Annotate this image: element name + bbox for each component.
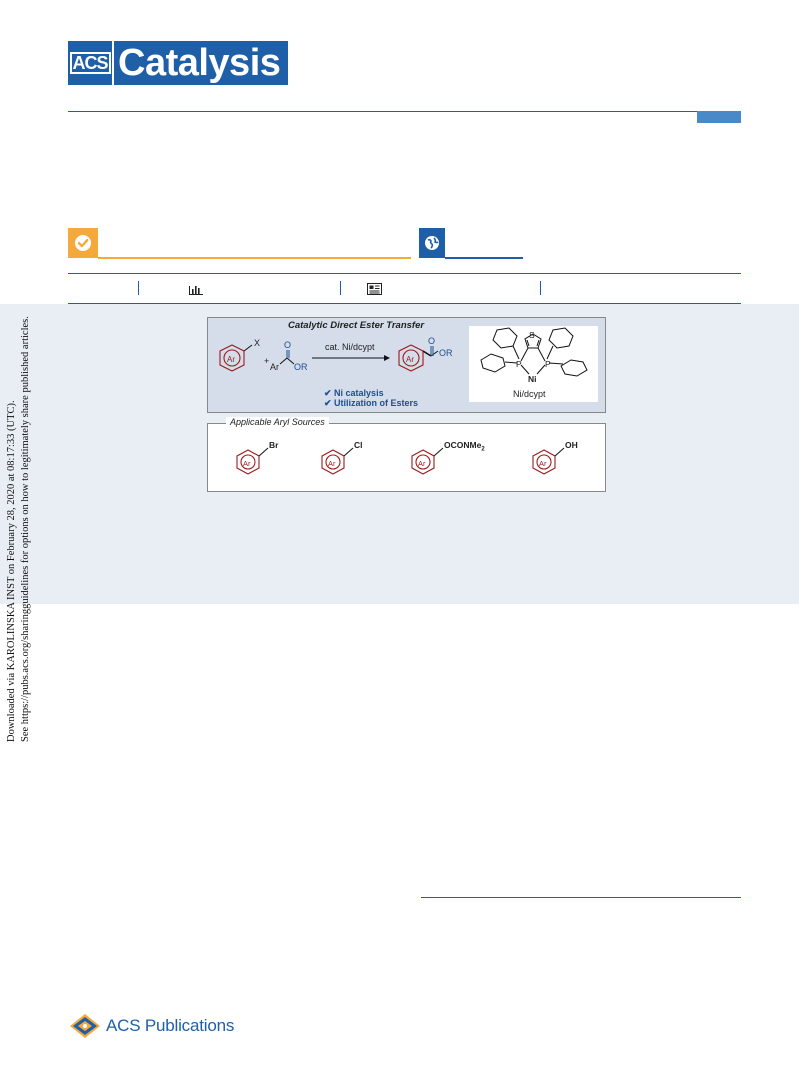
source-oh: OH — [565, 440, 578, 450]
metrics-rule-top — [68, 273, 741, 274]
global-access-badge[interactable] — [419, 228, 445, 258]
aryl-sources-panel — [207, 423, 606, 492]
acs-emblem-icon — [68, 1012, 102, 1040]
bar-chart-icon[interactable] — [189, 283, 203, 295]
acs-mark — [68, 41, 112, 85]
plus-sign: + — [264, 356, 270, 366]
footnote-rule — [421, 897, 741, 898]
ester-ar: Ar — [270, 362, 279, 372]
article-type-tab — [697, 111, 741, 123]
ligand-panel — [469, 326, 598, 402]
metrics-divider — [340, 281, 341, 295]
reaction-panel — [207, 317, 606, 413]
subscript-2: 2 — [481, 446, 485, 453]
open-access-badge[interactable] — [68, 228, 98, 258]
chloride-ar: Ar — [328, 459, 336, 468]
ligand-s-label: S — [529, 330, 535, 340]
header-rule — [68, 111, 741, 112]
aryl-halide-ar: Ar — [227, 355, 235, 364]
ligand-p-left: P — [516, 359, 522, 369]
aryl-sources-rings — [208, 424, 605, 491]
journal-logo[interactable] — [68, 40, 288, 86]
carbamate-ar: Ar — [418, 459, 426, 468]
source-cl: Cl — [354, 440, 363, 450]
source-br: Br — [269, 440, 279, 450]
download-note — [2, 316, 38, 742]
ester-o: O — [284, 340, 292, 350]
reagent-label: cat. Ni/dcypt — [325, 342, 375, 352]
bromide-ar: Ar — [243, 459, 251, 468]
global-access-rule — [445, 257, 523, 259]
download-note-line2: See https://pubs.acs.org/sharingguidelines for options on how to legitimately share published articles. — [20, 316, 31, 742]
reaction-title: Catalytic Direct Ester Transfer — [288, 320, 425, 331]
ligand-ni: Ni — [528, 374, 537, 384]
ligand-p-right: P — [545, 359, 551, 369]
check-circle-icon — [73, 233, 93, 253]
ligand-label: Ni/dcypt — [513, 389, 546, 399]
metrics-divider — [138, 281, 139, 295]
source-oconme2: OCONMe$_2$ — [444, 440, 485, 453]
publisher-name: ACS Publications — [106, 1016, 235, 1035]
check-esters: ✔ Utilization of Esters — [324, 398, 419, 408]
aryl-halide-x: X — [254, 338, 261, 348]
newspaper-icon[interactable] — [367, 283, 382, 295]
download-note-line1: Downloaded via KAROLINSKA INST on February 28, 2020 at 08:17:33 (UTC). — [6, 400, 17, 742]
metrics-divider — [540, 281, 541, 295]
globe-icon — [423, 234, 441, 252]
toc-graphic — [207, 317, 606, 492]
acs-publications-logo[interactable] — [68, 1012, 234, 1040]
journal-name: Catalysis — [114, 41, 288, 85]
phenol-ar: Ar — [539, 459, 547, 468]
product-ar: Ar — [406, 355, 414, 364]
check-ni-catalysis: ✔ Ni catalysis — [324, 388, 384, 398]
aryl-sources-title: Applicable Aryl Sources — [226, 417, 329, 427]
ester-or: OR — [294, 362, 308, 372]
logo-prefix: ACS — [70, 52, 111, 74]
product-o: O — [428, 336, 436, 346]
product-or: OR — [439, 348, 453, 358]
open-access-rule — [98, 257, 411, 259]
